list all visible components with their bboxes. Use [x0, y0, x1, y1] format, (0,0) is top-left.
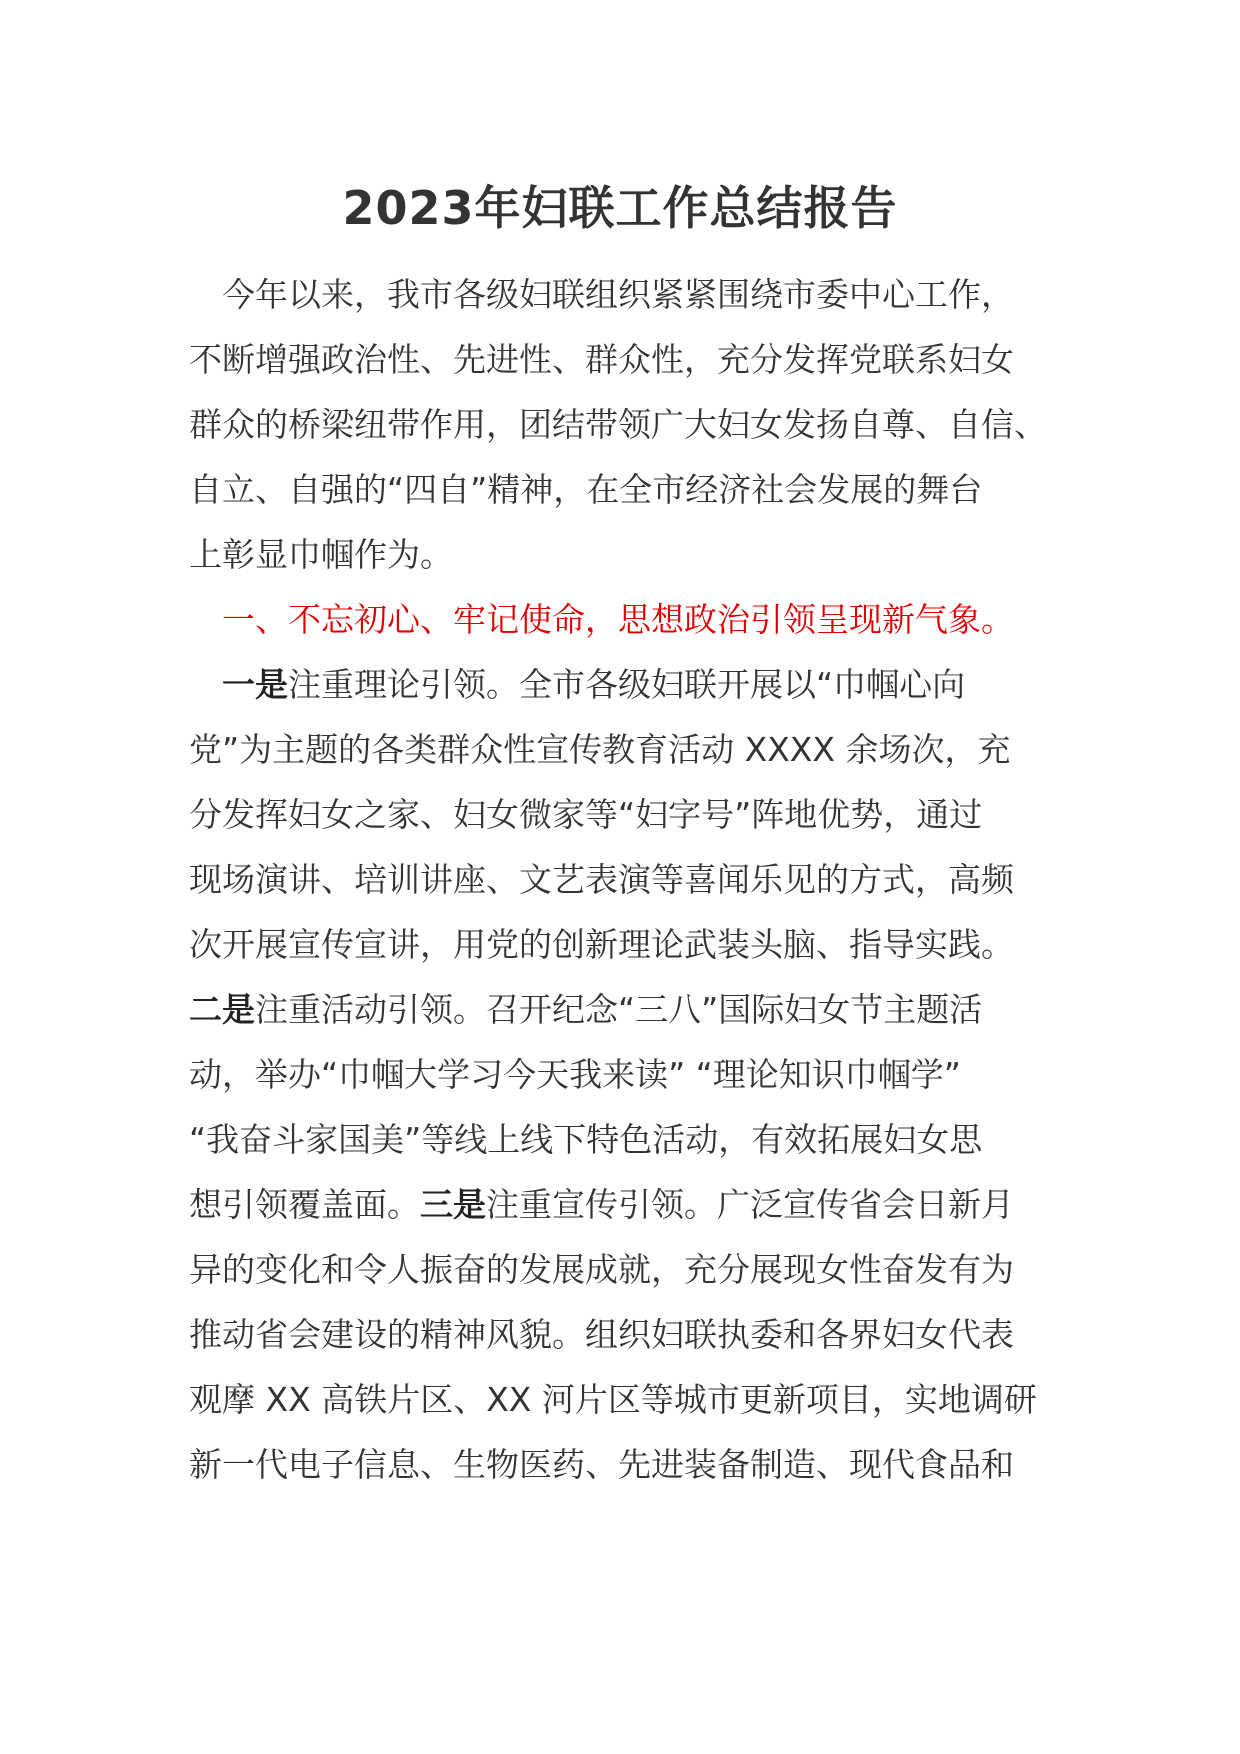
- section-line: 分发挥妇女之家、妇女微家等“妇字号”阵地优势，通过: [189, 795, 983, 834]
- section-line: [189, 977, 1049, 1042]
- section-line: 异的变化和令人振奋的发展成就，充分展现女性奋发有为: [189, 1250, 1014, 1289]
- point-lead-2: 二是: [189, 990, 255, 1029]
- intro-line: 自立、自强的“四自”精神，在全市经济社会发展的舞台: [189, 470, 983, 509]
- document-title: 2023年妇联工作总结报告: [342, 181, 898, 235]
- section-line: 动，举办“巾帼大学习今天我来读” “理论知识巾帼学”: [189, 1055, 961, 1094]
- section-line: 推动省会建设的精神风貌。组织妇联执委和各界妇女代表: [189, 1315, 1014, 1354]
- point-lead-3: 三是: [420, 1185, 486, 1224]
- intro-line: 不断增强政治性、先进性、群众性，充分发挥党联系妇女: [189, 340, 1014, 379]
- intro-line: 群众的桥梁纽带作用，团结带领广大妇女发扬自尊、自信、: [189, 405, 1047, 444]
- point-text-2: 注重活动引领。召开纪念“三八”国际妇女节主题活: [255, 990, 983, 1029]
- intro-line: 今年以来，我市各级妇联组织紧紧围绕市委中心工作，: [222, 275, 1014, 314]
- section-line: 次开展宣传宣讲，用党的创新理论武装头脑、指导实践。: [189, 925, 1014, 964]
- intro-line: 上彰显巾帼作为。: [189, 535, 453, 574]
- section-line: 观摩 XX 高铁片区、XX 河片区等城市更新项目，实地调研: [189, 1380, 1037, 1419]
- point-text-pre-3: 想引领覆盖面。: [189, 1185, 420, 1224]
- section-line: [189, 1172, 1049, 1237]
- section-line: [189, 652, 1049, 717]
- section-line: 新一代电子信息、生物医药、先进装备制造、现代食品和: [189, 1445, 1014, 1484]
- point-lead-1: 一是: [222, 665, 288, 704]
- point-text-1: 注重理论引领。全市各级妇联开展以“巾帼心向: [288, 665, 966, 704]
- section-line: 党”为主题的各类群众性宣传教育活动 XXXX 余场次，充: [189, 730, 1011, 769]
- section-line: “我奋斗家国美”等线上线下特色活动，有效拓展妇女思: [189, 1120, 983, 1159]
- section-line: 现场演讲、培训讲座、文艺表演等喜闻乐见的方式，高频: [189, 860, 1014, 899]
- section-heading: 一、不忘初心、牢记使命，思想政治引领呈现新气象。: [222, 600, 1014, 639]
- section-paragraph: [189, 652, 1049, 1497]
- point-text-3: 注重宣传引领。广泛宣传省会日新月: [486, 1185, 1014, 1224]
- intro-paragraph: [189, 262, 1049, 587]
